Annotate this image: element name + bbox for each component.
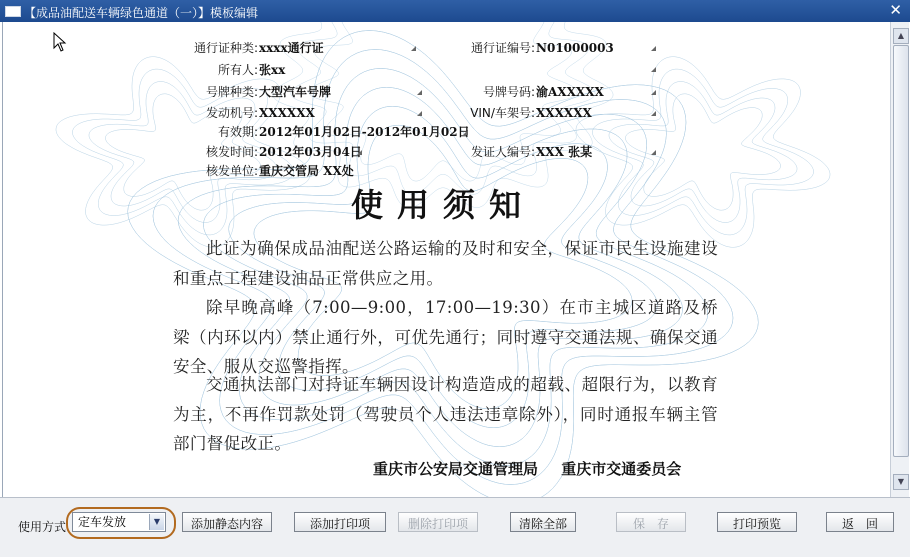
clear-all-button[interactable]: 清除全部: [510, 512, 576, 532]
label-issue-unit: 核发单位:: [205, 164, 258, 178]
window-title: 【成品油配送车辆绿色通道（一）】模板编辑: [24, 6, 259, 20]
template-canvas[interactable]: [2, 22, 891, 497]
label-pass-type: 通行证种类:: [193, 41, 258, 55]
bottom-toolbar: [0, 497, 910, 557]
label-plate-no: 号牌号码:: [482, 85, 535, 99]
value-issuer-no: XXX 张某: [536, 145, 593, 159]
label-pass-no: 通行证编号:: [470, 41, 535, 55]
value-engine-no: XXXXXX: [259, 106, 315, 120]
save-button[interactable]: 保 存: [616, 512, 686, 532]
resize-handle-icon[interactable]: [651, 111, 656, 116]
scroll-down-icon[interactable]: ▼: [893, 474, 909, 490]
add-static-content-button[interactable]: 添加静态内容: [182, 512, 272, 532]
close-icon[interactable]: ✕: [889, 1, 902, 19]
title-bar: [0, 0, 910, 22]
notice-paragraph-3: 交通执法部门对持证车辆因设计构造造成的超载、超限行为，以教育为主，不再作罚款处罚（驾驶员个人违法违章除外），同时通报车辆主管部门督促改正。: [173, 375, 718, 453]
issuing-authorities: 重庆市公安局交通管理局 重庆市交通委员会: [373, 460, 682, 478]
value-pass-type: xxxx通行证: [259, 41, 324, 55]
document-title: 使用须知: [350, 186, 535, 224]
resize-handle-icon[interactable]: [417, 111, 422, 116]
resize-handle-icon[interactable]: [417, 90, 422, 95]
resize-handle-icon[interactable]: [651, 90, 656, 95]
back-button[interactable]: 返 回: [826, 512, 894, 532]
value-vin: XXXXXX: [536, 106, 592, 120]
scroll-up-icon[interactable]: ▲: [893, 28, 909, 44]
notice-paragraph-2: 除早晚高峰（7:00—9:00，17:00—19:30）在市主城区道路及桥梁（内环以内）禁止通行外，可优先通行；同时遵守交通法规、确保交通安全、服从交巡警指挥。: [173, 298, 718, 376]
print-preview-button[interactable]: 打印预览: [717, 512, 797, 532]
resize-handle-icon[interactable]: [651, 150, 656, 155]
resize-handle-icon[interactable]: [357, 150, 362, 155]
resize-handle-icon[interactable]: [411, 46, 416, 51]
label-issue-date: 核发时间:: [205, 145, 258, 159]
usage-mode-value: 定车发放: [78, 515, 127, 529]
value-plate-no: 渝AXXXXX: [536, 85, 604, 99]
label-validity: 有效期:: [217, 125, 258, 139]
value-owner: 张xx: [259, 63, 286, 77]
resize-handle-icon[interactable]: [463, 130, 468, 135]
label-owner: 所有人:: [217, 63, 258, 77]
value-pass-no: N01000003: [536, 41, 614, 55]
delete-print-item-button[interactable]: 删除打印项: [398, 512, 478, 532]
add-print-item-button[interactable]: 添加打印项: [294, 512, 386, 532]
label-issuer-no: 发证人编号:: [470, 145, 535, 159]
notice-paragraph-1: 此证为确保成品油配送公路运输的及时和安全，保证市民生设施建设和重点工程建设油品正常供应之用。: [173, 239, 718, 288]
window-icon: [5, 6, 21, 17]
highlight-ring: [66, 507, 176, 539]
value-issue-unit: 重庆交管局 XX处: [259, 164, 354, 178]
mouse-cursor-icon: [53, 32, 67, 52]
scroll-thumb[interactable]: [893, 45, 909, 457]
usage-mode-label: 使用方式: [18, 520, 67, 534]
value-plate-type: 大型汽车号牌: [259, 85, 332, 99]
resize-handle-icon[interactable]: [651, 46, 656, 51]
value-issue-date: 2012年03月04日: [259, 145, 362, 159]
label-engine-no: 发动机号:: [205, 106, 258, 120]
vertical-scrollbar[interactable]: [890, 22, 909, 497]
label-vin: VIN/车架号:: [470, 106, 535, 120]
value-validity: 2012年01月02日-2012年01月02日: [259, 125, 470, 139]
label-plate-type: 号牌种类:: [205, 85, 258, 99]
resize-handle-icon[interactable]: [651, 67, 656, 72]
chevron-down-icon[interactable]: ▼: [149, 514, 164, 530]
